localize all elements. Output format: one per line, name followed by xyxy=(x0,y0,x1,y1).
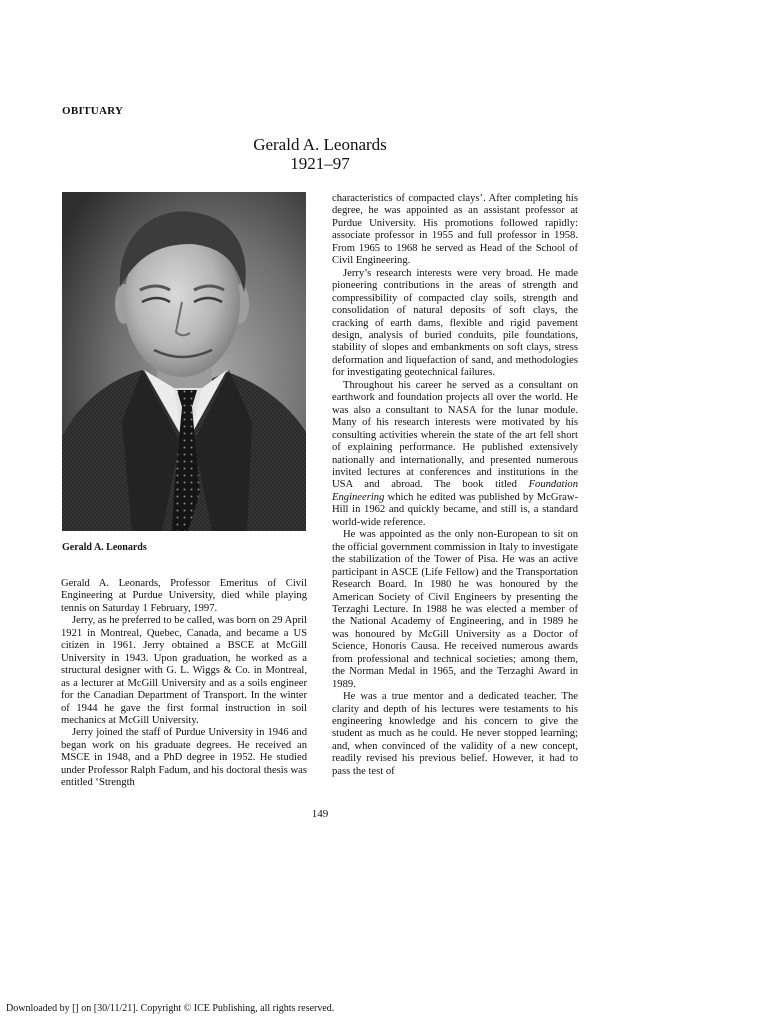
life-years: 1921–97 xyxy=(290,154,350,173)
paragraph: Jerry’s research interests were very broad. He made pioneering contributions in the areas of strength and compressibility of compacted clay soils, strength and consolidation of natural deposits of soft clays, the cracking of earth dams, flexible and rigid pavement design, analysis of buried conduits, pile foundations, stability of slopes and embankments on soft clays, stress deformation and liquefaction of sand, and methodologies for investigating geotechnical failures. xyxy=(332,267,578,379)
paragraph: Gerald A. Leonards, Professor Emeritus of Civil Engineering at Purdue University, died while playing tennis on Saturday 1 February, 1997. xyxy=(61,578,307,614)
book-title: Foundation Engineering xyxy=(332,479,578,503)
paragraph: Jerry joined the staff of Purdue University in 1946 and began work on his graduate degrees. He received an MSCE in 1948, and a PhD degree in 1952. He studied under Professor Ralph Fadum, and his doctoral thesis was entitled ‘Strength xyxy=(61,727,307,789)
right-column xyxy=(332,193,578,778)
paragraph: He was appointed as the only non-European to sit on the official government commission in Italy to investigate the stabilization of the Tower of Pisa. He was an active participant in ASCE (Life Fellow) and the Transportation Research Board. In 1980 he was honoured by the American Society of Civil Engineers by presenting the Terzaghi Lecture. In 1988 he was elected a member of the National Academy of Engineering, and in 1989 he was honoured by McGill University as a Doctor of Science, Honoris Causa. He received numerous awards from professional and technical societies; among them, the Norman Medal in 1965, and the Terzaghi Award in 1989. xyxy=(332,529,578,690)
paragraph xyxy=(332,380,578,529)
paragraph-text: Throughout his career he served as a consultant on earthwork and foundation projects all over the world. He was also a consultant to NASA for the lunar module. Many of his research interests were motivated by his consulting activities wherein the state of the art fell short of explaining performance. He published extensively nationally and internationally, and presented numerous invited lectures at conferences and institutions in the USA and abroad. The book titled xyxy=(332,379,578,491)
page-number: 149 xyxy=(311,808,329,820)
section-label: OBITUARY xyxy=(62,105,124,117)
left-column xyxy=(61,578,307,790)
download-footer: Downloaded by [] on [30/11/21]. Copyright © ICE Publishing, all rights reserved. xyxy=(6,1003,335,1014)
paragraph: Jerry, as he preferred to be called, was born on 29 April 1921 in Montreal, Quebec, Canada, and became a US citizen in 1961. Jerry obtained a BSCE at McGill University in 1943. Upon graduation, he worked as a structural designer with G. L. Wiggs & Co. in Montreal, as a lecturer at McGill University and as a soils engineer for the Canadian Department of Transport. In the winter of 1944 he gave the first formal instruction in soil mechanics at McGill University. xyxy=(61,615,307,726)
paragraph-text: which he edited was published by McGraw-Hill in 1962 and quickly became, and still is, a standard world-wide reference. xyxy=(332,491,578,528)
portrait-photo xyxy=(62,192,306,531)
paragraph: characteristics of compacted clays’. After completing his degree, he was appointed as an assistant professor at Purdue University. His promotions followed rapidly: associate professor in 1955 and full professor in 1958. From 1965 to 1968 he served as Head of the School of Civil Engineering. xyxy=(332,193,578,267)
photo-caption: Gerald A. Leonards xyxy=(62,542,147,553)
obituary-title xyxy=(200,135,440,173)
person-name: Gerald A. Leonards xyxy=(253,135,387,154)
paragraph: He was a true mentor and a dedicated teacher. The clarity and depth of his lectures were testaments to his engineering knowledge and his concern to give the student as much as he could. He never stopped learning; and, when convinced of the validity of a new concept, readily revised his previous belief. However, it had to pass the test of xyxy=(332,691,578,777)
